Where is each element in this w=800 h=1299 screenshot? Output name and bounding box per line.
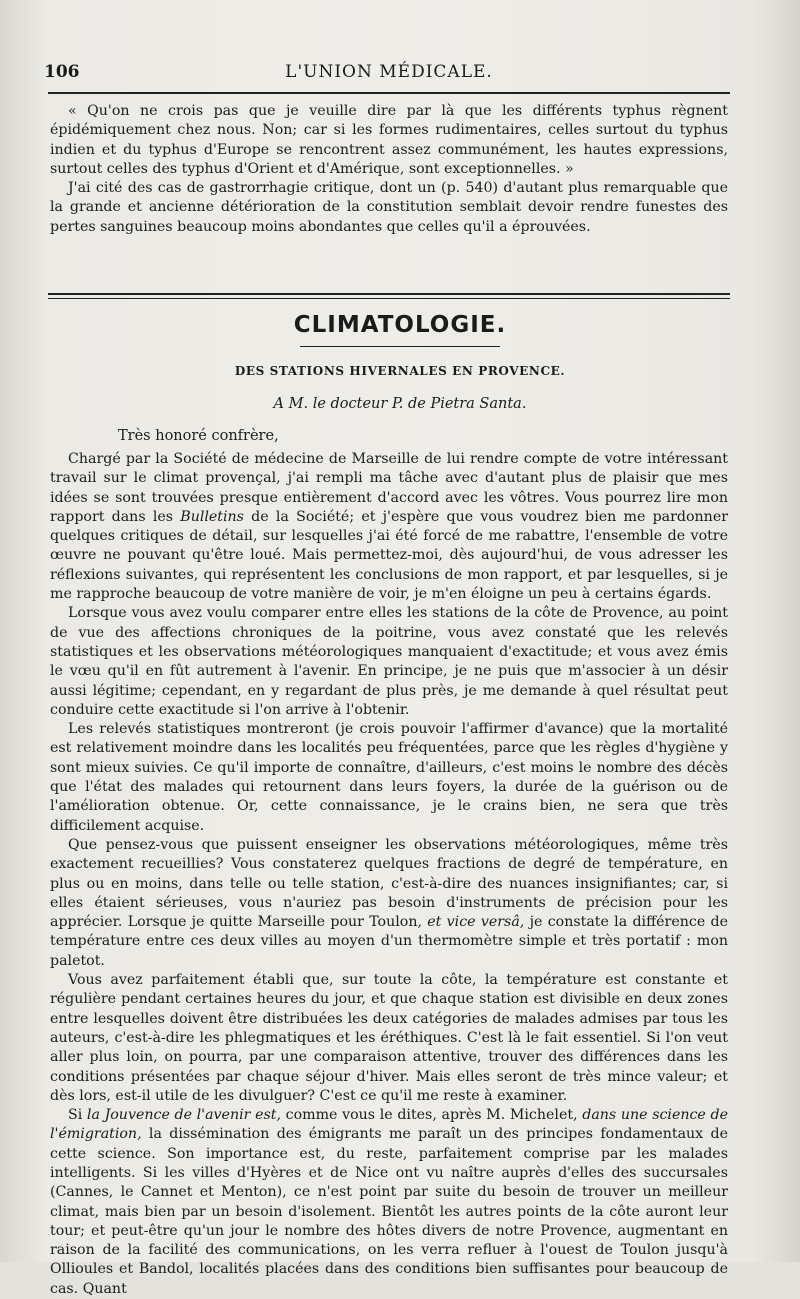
paragraph-6 [50, 1106, 728, 1299]
paragraph-4 [50, 836, 728, 971]
paragraph-1-text-cont: de la Société; et j'espère que vous voudrez bien me pardonner quelques critiques de détail, sur lesquelles j'ai été forcé de me rabattre, l'ensemble de votre œuvre ne pouvant qu'être loué. Mais permettez-moi, dès aujourd'hui, de vous adresser les réflexions suivantes, qui représentent les conclusions de mon rapport, et par lesquelles, si je me rapproche beaucoup de votre manière de voir, je m'en éloigne un peu à certains égards. [50, 508, 729, 603]
intro-quote: « Qu'on ne crois pas que je veuille dire par là que les différents typhus règnent épidémiquement chez nous. Non; car si les formes rudimentaires, celles surtout du typhus indien et du typhus d'Europe se rencontrent assez communément, les hautes expressions, surtout celles des typhus d'Orient et d'Amérique, sont exceptionnelles. » [50, 103, 728, 177]
bulletins-italic: Bulletins [180, 508, 244, 525]
vice-versa-italic: et vice versâ, [427, 914, 525, 931]
paragraph-6-text: Si [68, 1107, 87, 1124]
intro-text [50, 102, 728, 237]
paragraph-1 [50, 450, 728, 604]
section-title: CLIMATOLOGIE. [293, 312, 507, 338]
section-rule-top [48, 293, 730, 295]
header-rule [48, 92, 730, 94]
emigration-italic: dans une science de l'émigration, [50, 1107, 728, 1143]
paragraph-1-text: Chargé par la Société de médecine de Marseille de lui rendre compte de votre intéressant travail sur le climat provençal, j'ai rempli ma tâche avec d'autant plus de plaisir que mes idées se sont trouvées presque entièrement d'accord avec les vôtres. Vous pourrez lire mon rapport dans les [50, 451, 728, 525]
salutation: Très honoré confrère, [118, 428, 279, 444]
paragraph-5: Vous avez parfaitement établi que, sur toute la côte, la température est constante et régulière pendant certaines heures du jour, et que chaque station est divisible en deux zones entre lesquelles doivent être distribuées les deux catégories de malades admises par tous les auteurs, c'est-à-dire les phlegmatiques et les éréthiques. C'est là le fait essentiel. Si l'on veut aller plus loin, on pourra, par une comparaison attentive, trouver des différences dans les conditions présentées par chaque séjour d'hiver. Mais elles seront de très mince valeur; et dès lors, est-il utile de les divulguer? C'est ce qu'il me reste à examiner. [50, 972, 728, 1104]
page-header [44, 58, 734, 88]
jouvence-italic: la Jouvence de l'avenir est, [86, 1107, 281, 1124]
intro-paragraph: J'ai cité des cas de gastrorrhagie critique, dont un (p. 540) d'autant plus remarquable que la grande et ancienne détérioration de la constitution semblait devoir rendre funestes des pertes sanguines beaucoup moins abondantes que celles qu'il a éprouvées. [50, 180, 728, 235]
section-rule-bottom [48, 298, 730, 299]
letter-body [50, 450, 728, 1299]
running-head: L'UNION MÉDICALE. [285, 62, 493, 82]
paragraph-2: Lorsque vous avez voulu comparer entre elles les stations de la côte de Provence, au point de vue des affections chroniques de la poitrine, vous avez constaté que les relevés statistiques et les observations météorologiques manquaient d'exactitude; et vous avez émis le vœu qu'il en fût autrement à l'avenir. En principe, je ne puis que m'associer à un désir aussi légitime; cependant, en y regardant de plus près, je me demande à quel résultat peut conduire cette exactitude si l'on arrive à l'obtenir. [50, 605, 728, 718]
paragraph-6-text-cont: la dissémination des émigrants me paraît un des principes fondamentaux de cette science. Son importance est, du reste, parfaitement comprise par les malades intelligents. Si les villes d'Hyères et de Nice ont vu naître auprès d'elles des succursales (Cannes, le Cannet et Menton), ce n'est point par suite du besoin de trouver un meilleur climat, mais bien par un besoin d'isolement. Bientôt les autres points de la côte auront leur tour; et peut-être qu'un jour le nombre des hôtes divers de notre Provence, augmentant en raison de la facilité des communications, on les verra refluer à l'ouest de Toulon jusqu'à Ollioules et Bandol, localités placées dans des conditions bien suffisantes pour beaucoup de cas. Quant [50, 1126, 728, 1297]
article-subtitle: DES STATIONS HIVERNALES EN PROVENCE. [234, 364, 566, 378]
paragraph-4-text-cont: je constate la différence de température entre ces deux villes au moyen d'un thermomètre simple et très portatif : mon paletot. [50, 914, 728, 969]
addressee: A M. le docteur P. de Pietra Santa. [273, 396, 527, 412]
paragraph-6-text-mid: comme vous le dites, après M. Michelet, [280, 1107, 583, 1124]
paragraph-4-text: Que pensez-vous que puissent enseigner les observations météorologiques, même très exactement recueillies? Vous constaterez quelques fractions de degré de température, en plus ou en moins, dans telle ou telle station, c'est-à-dire des nuances insignifiantes; car, si elles étaient sérieuses, vous n'auriez pas besoin d'instruments de précision pour les apprécier. Lorsque je quitte Marseille pour Toulon, [50, 836, 728, 931]
title-underline [300, 346, 500, 347]
paragraph-3: Les relevés statistiques montreront (je crois pouvoir l'affirmer d'avance) que la mortalité est relativement moindre dans les localités peu fréquentées, parce que les règles d'hygiène y sont mieux suivies. Ce qu'il importe de connaître, d'ailleurs, c'est moins le nombre des décès que l'état des malades qui retournent dans leurs foyers, la durée de la guérison ou de l'amélioration obtenue. Or, cette connaissance, je le crains bien, ne sera que très difficilement acquise. [50, 721, 728, 834]
page-number: 106 [44, 62, 80, 82]
